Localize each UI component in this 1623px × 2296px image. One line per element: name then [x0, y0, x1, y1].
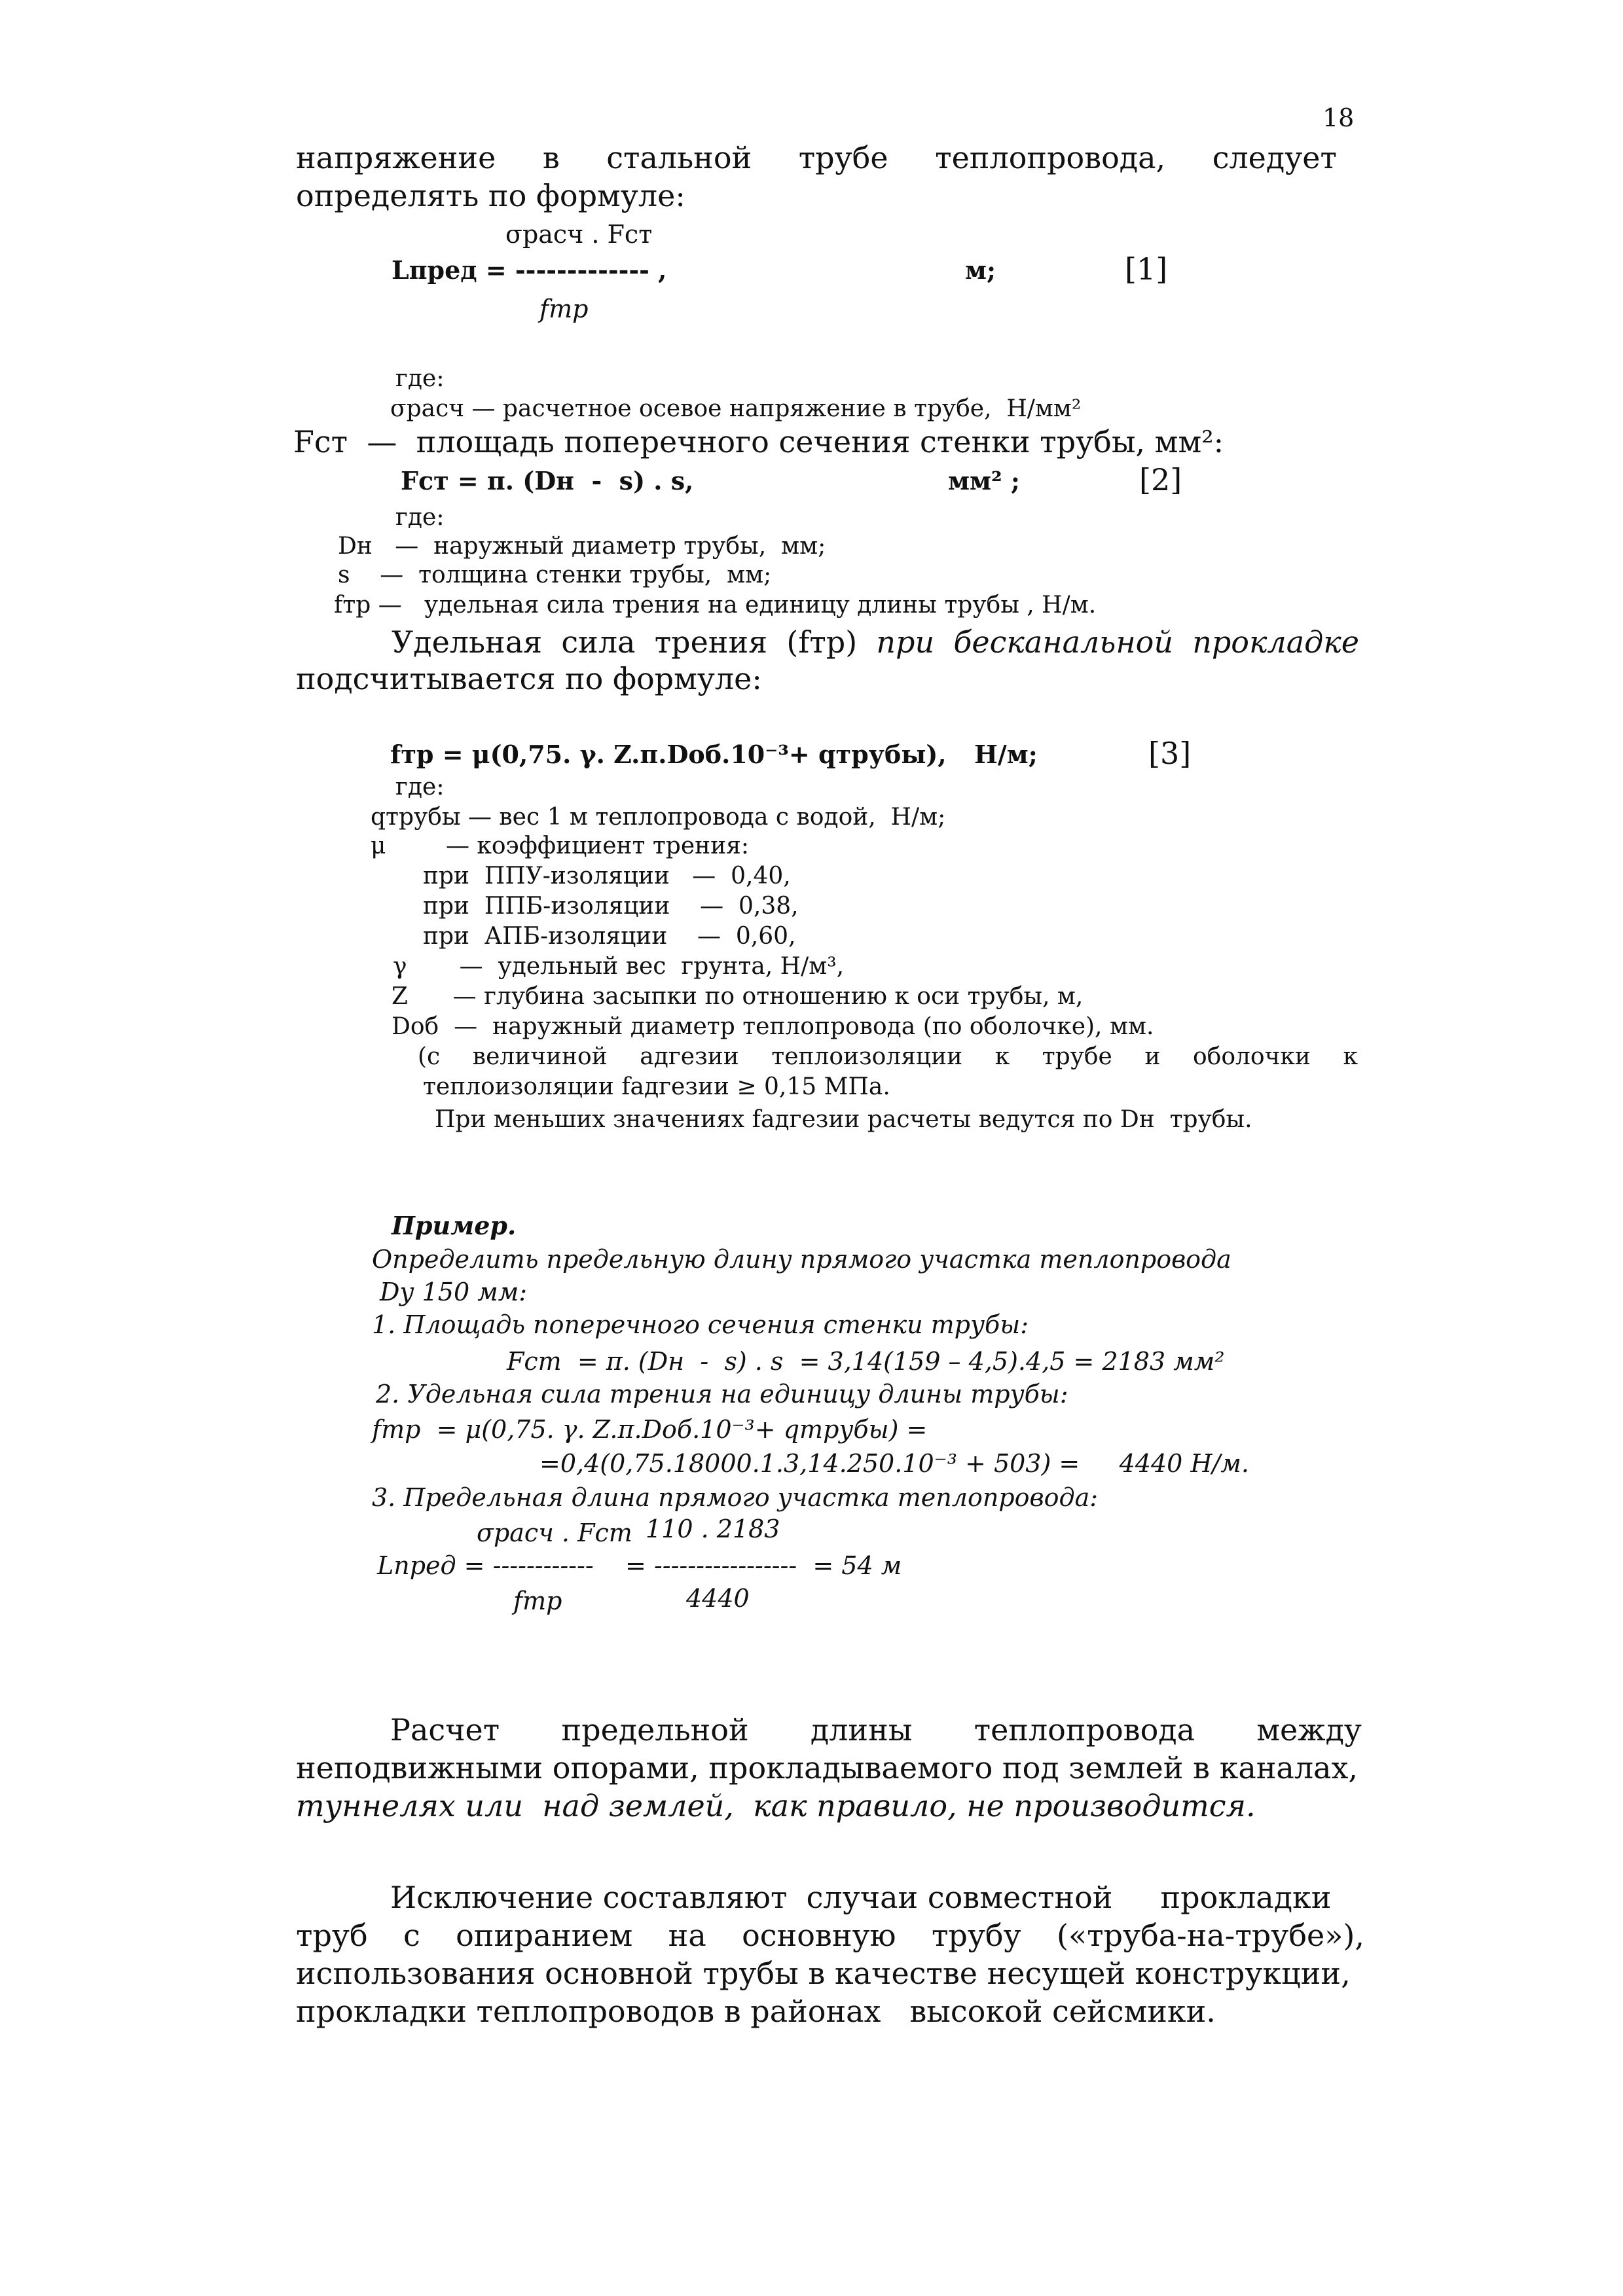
- where3-z: Z — глубина засыпки по отношению к оси трубы, м,: [392, 983, 1084, 1010]
- formula3-expr: fтр = μ(0,75. γ. Z.π.Dоб.10⁻³+ qтрубы),: [390, 740, 947, 769]
- para3-line-4: прокладки теплопроводов в районах высокой сейсмики.: [296, 1994, 1216, 2029]
- example-step-3-den-symbol: fтр: [513, 1587, 562, 1615]
- para2-word: Расчет: [390, 1712, 500, 1748]
- para3-word: с: [403, 1918, 420, 1953]
- adhesion-word: адгезии: [640, 1043, 739, 1070]
- where2-ftr: fтр — удельная сила трения на единицу длины трубы , Н/м.: [334, 592, 1097, 619]
- adhesion-word: к: [1343, 1043, 1358, 1070]
- example-heading: Пример.: [392, 1211, 517, 1240]
- formula1-ref: [1]: [1125, 251, 1168, 287]
- para3-word: опиранием: [456, 1918, 633, 1953]
- where1-gde: где:: [395, 365, 445, 392]
- example-step-3-num-symbols: σрасч . Fст: [477, 1518, 632, 1547]
- para3-word: трубу: [931, 1918, 1021, 1953]
- para1-word: (fтр): [786, 624, 858, 660]
- where3-adhesion-line-2: теплоизоляции fадгезии ≥ 0,15 МПа.: [423, 1073, 890, 1100]
- adhesion-word: трубе: [1042, 1043, 1112, 1070]
- para2-line-1: [390, 1712, 1362, 1748]
- intro-word: теплопровода,: [935, 140, 1166, 175]
- formula2-expr: Fст = π. (Dн - s) . s,: [401, 466, 694, 495]
- para2-line-2: [296, 1750, 1358, 1785]
- para1-word: прокладке: [1192, 624, 1359, 660]
- where3-adhesion-line-1: [418, 1043, 1358, 1070]
- intro-word: стальной: [606, 140, 752, 175]
- para1-line-2: подсчитывается по формуле:: [296, 661, 762, 696]
- formula1-denominator: fтр: [539, 295, 589, 323]
- intro-word: трубе: [798, 140, 888, 175]
- adhesion-word: теплоизоляции: [771, 1043, 963, 1070]
- example-step-2: 2. Удельная сила трения на единицу длины трубы:: [376, 1380, 1068, 1408]
- where1-sigma: σрасч — расчетное осевое напряжение в трубе, Н/мм²: [390, 395, 1082, 422]
- intro-line-1: [296, 140, 1337, 175]
- page-number: 18: [1322, 103, 1355, 132]
- para1-word: сила: [561, 624, 636, 660]
- formula3-unit: Н/м;: [974, 740, 1038, 769]
- where3-mu: μ — коэффициент трения:: [371, 833, 749, 859]
- example-step-3-line: Lпред = ------------ = ----------------- = 54 м: [377, 1551, 902, 1580]
- example-step-2-formula-2: =0,4(0,75.18000.1.3,14.250.10⁻³ + 503) = 4440 Н/м.: [539, 1449, 1249, 1478]
- where3-q: qтрубы — вес 1 м теплопровода с водой, Н/м;: [371, 804, 946, 831]
- where3-mu-ppb: при ППБ-изоляции — 0,38,: [423, 893, 799, 920]
- where2-dn: Dн — наружный диаметр трубы, мм;: [338, 533, 826, 560]
- intro-word: в: [542, 140, 560, 175]
- intro-word: следует: [1212, 140, 1337, 175]
- para2-word: длины: [810, 1712, 913, 1748]
- para3-word: труб: [296, 1918, 368, 1953]
- para3-word: на: [668, 1918, 706, 1953]
- para2-line-2-text: неподвижными опорами, прокладываемого под землей в каналах,: [296, 1750, 1359, 1785]
- formula1-lhs: Lпред = ------------- ,: [392, 255, 667, 285]
- para3-line-3: использования основной трубы в качестве несущей конструкции,: [296, 1956, 1351, 1991]
- example-step-1: 1. Площадь поперечного сечения стенки трубы:: [372, 1310, 1029, 1339]
- example-task-line-1: Определить предельную длину прямого участка теплопровода: [372, 1245, 1231, 1274]
- formula1-unit: м;: [965, 255, 996, 285]
- example-step-3: 3. Предельная длина прямого участка теплопровода:: [372, 1483, 1099, 1512]
- para1-word: при: [876, 624, 935, 660]
- example-step-2-formula-1: fтр = μ(0,75. γ. Z.π.Dоб.10⁻³+ qтрубы) =: [372, 1415, 928, 1444]
- formula3-ref: [3]: [1148, 736, 1192, 771]
- where3-mu-apb: при АПБ-изоляции — 0,60,: [423, 923, 796, 950]
- where3-adhesion-line-3: При меньших значениях fадгезии расчеты ведутся по Dн трубы.: [435, 1106, 1252, 1133]
- where3-gde: где:: [395, 774, 445, 800]
- adhesion-word: оболочки: [1193, 1043, 1311, 1070]
- formula2-ref: [2]: [1139, 462, 1182, 497]
- para3-line-2: [296, 1918, 1364, 1953]
- para2-word: между: [1256, 1712, 1362, 1748]
- formula1-numerator: σрасч . Fст: [505, 220, 653, 249]
- para1-word: Удельная: [392, 624, 543, 660]
- para3-word: («труба-на-трубе»),: [1057, 1918, 1364, 1953]
- para1-word: трения: [654, 624, 768, 660]
- example-step-3-num-values: 110 . 2183: [646, 1515, 780, 1543]
- adhesion-word: к: [994, 1043, 1010, 1070]
- where2-s: s — толщина стенки трубы, мм;: [338, 562, 772, 588]
- where3-gamma: γ — удельный вес грунта, Н/м³,: [393, 953, 845, 980]
- adhesion-word: (с: [418, 1043, 441, 1070]
- para2-word: предельной: [561, 1712, 749, 1748]
- formula2-unit: мм² ;: [948, 466, 1020, 495]
- para3-line-1: Исключение составляют случаи совместной прокладки: [390, 1880, 1332, 1915]
- intro-word: напряжение: [296, 140, 496, 175]
- where2-gde: где:: [395, 504, 445, 531]
- where3-dob: Dоб — наружный диаметр теплопровода (по оболочке), мм.: [392, 1013, 1154, 1040]
- para1-line-1: [392, 624, 1359, 660]
- para2-word: теплопровода: [974, 1712, 1195, 1748]
- adhesion-word: и: [1144, 1043, 1161, 1070]
- para1-word: бесканальной: [953, 624, 1173, 660]
- example-step-3-den-value: 4440: [686, 1584, 750, 1613]
- adhesion-word: величиной: [472, 1043, 608, 1070]
- example-task-line-2: Dу 150 мм:: [380, 1278, 528, 1306]
- para3-word: основную: [742, 1918, 896, 1953]
- intro-line-2: определять по формуле:: [296, 178, 685, 213]
- para2-line-3: туннелях или над землей, как правило, не производится.: [296, 1788, 1256, 1823]
- where1-fst: Fст — площадь поперечного сечения стенки трубы, мм²:: [293, 424, 1224, 459]
- where3-mu-ppu: при ППУ-изоляции — 0,40,: [423, 863, 791, 889]
- example-step-1-formula: Fст = π. (Dн - s) . s = 3,14(159 – 4,5).4,5 = 2183 мм²: [507, 1347, 1225, 1376]
